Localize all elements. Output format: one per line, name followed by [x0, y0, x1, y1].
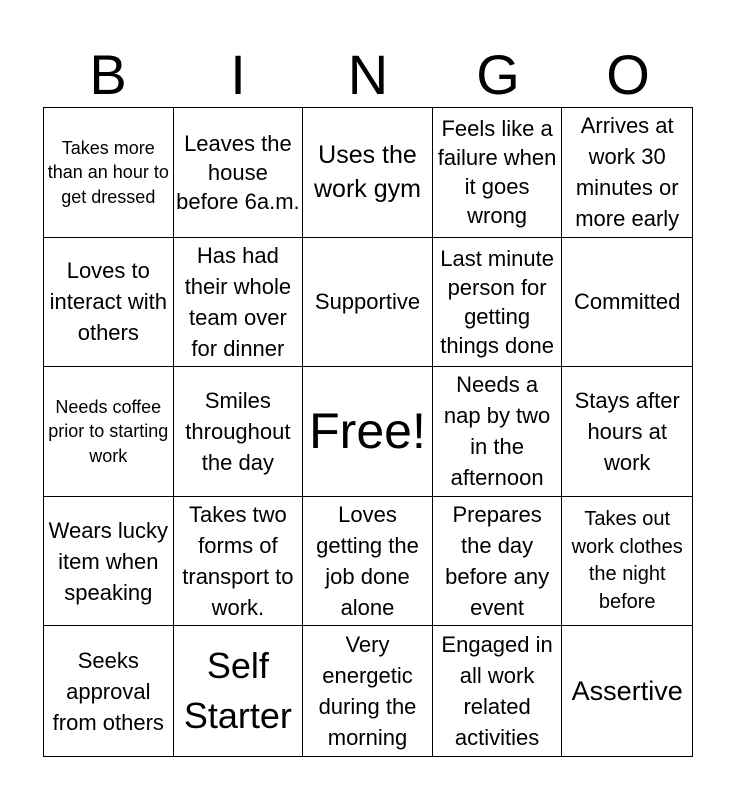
bingo-cell-r4c1[interactable] [44, 497, 174, 627]
cell-text: Has had their whole team over for dinner [184, 242, 292, 361]
cell-text: Prepares the day before any event [445, 502, 550, 621]
header-letter-i: I [230, 43, 246, 106]
bingo-cell-r1c3[interactable] [303, 108, 433, 238]
bingo-cell-r1c1[interactable] [44, 108, 174, 238]
header-letter-n: N [347, 43, 389, 106]
bingo-cell-r4c2[interactable] [174, 497, 304, 627]
bingo-cell-r2c4[interactable] [433, 238, 563, 368]
cell-text: Loves to interact with others [49, 258, 167, 346]
header-letter-o: O [606, 43, 650, 106]
cell-text: Supportive [314, 289, 421, 315]
bingo-cell-free[interactable] [303, 367, 433, 497]
bingo-cell-r4c4[interactable] [433, 497, 563, 627]
cell-text: Takes two forms of transport to work. [182, 502, 294, 621]
bingo-cell-r1c4[interactable] [433, 108, 563, 238]
bingo-cell-r5c5[interactable] [562, 626, 692, 756]
cell-text: Committed [574, 289, 681, 315]
bingo-cell-r4c5[interactable] [562, 497, 692, 627]
header-letter-b: B [89, 43, 127, 106]
cell-text: Self Starter [183, 645, 292, 737]
free-space-text: Free! [309, 403, 426, 460]
bingo-cell-r3c4[interactable] [433, 367, 563, 497]
bingo-cell-r5c2[interactable] [174, 626, 304, 756]
cell-text: Takes more than an hour to get dressed [47, 137, 169, 207]
bingo-cell-r3c5[interactable] [562, 367, 692, 497]
bingo-board [43, 107, 693, 757]
header-letter-g: G [476, 43, 520, 106]
bingo-cell-r5c1[interactable] [44, 626, 174, 756]
bingo-cell-r2c3[interactable] [303, 238, 433, 368]
bingo-header [43, 42, 693, 108]
cell-text: Needs a nap by two in the afternoon [443, 372, 551, 491]
bingo-cell-r5c3[interactable] [303, 626, 433, 756]
cell-text: Smiles throughout the day [185, 387, 291, 475]
cell-text: Last minute person for getting things done [440, 245, 554, 358]
cell-text: Loves getting the job done alone [316, 502, 419, 621]
bingo-cell-r2c2[interactable] [174, 238, 304, 368]
bingo-cell-r3c1[interactable] [44, 367, 174, 497]
cell-text: Very energetic during the morning [318, 632, 417, 751]
bingo-cell-r5c4[interactable] [433, 626, 563, 756]
cell-text: Takes out work clothes the night before [571, 508, 683, 613]
bingo-cell-r1c2[interactable] [174, 108, 304, 238]
cell-text: Uses the work gym [314, 141, 421, 204]
cell-text: Leaves the house before 6a.m. [176, 130, 300, 214]
cell-text: Feels like a failure when it goes wrong [437, 116, 557, 229]
cell-text: Engaged in all work related activities [441, 632, 553, 751]
bingo-cell-r4c3[interactable] [303, 497, 433, 627]
cell-text: Stays after hours at work [574, 387, 680, 475]
cell-text: Seeks approval from others [52, 647, 164, 735]
cell-text: Wears lucky item when speaking [48, 517, 168, 605]
bingo-cell-r2c1[interactable] [44, 238, 174, 368]
bingo-cell-r2c5[interactable] [562, 238, 692, 368]
cell-text: Arrives at work 30 minutes or more early [575, 113, 680, 232]
bingo-cell-r3c2[interactable] [174, 367, 304, 497]
cell-text: Assertive [571, 676, 683, 707]
cell-text: Needs coffee prior to starting work [48, 396, 169, 466]
bingo-cell-r1c5[interactable] [562, 108, 692, 238]
